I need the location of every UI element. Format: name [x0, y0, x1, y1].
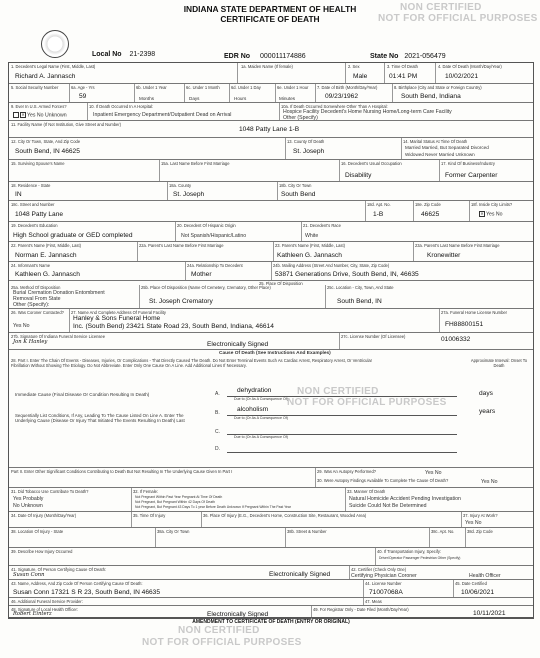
row-tobacco	[9, 487, 533, 512]
label-time-of-death: 3. Time Of Death	[387, 64, 418, 69]
label-armed-forces: 9. Ever In U.S. Armed Forces?	[11, 104, 67, 109]
label-place-of-disposition: 25. Place Of Disposition	[259, 281, 303, 286]
row-part-2	[9, 467, 533, 488]
label-interval: Approximate Interval: Onset To Death	[470, 358, 528, 368]
checkbox-icon	[13, 112, 19, 118]
local-number	[92, 51, 155, 58]
informant-mailing: 53871 Generations Drive, South Bend, IN, 46635	[275, 271, 419, 278]
disposition-other: Other (Specify):	[13, 302, 50, 308]
row-14	[9, 332, 533, 350]
label-street: 18c. Street and Number	[11, 202, 55, 207]
disposition-place: St. Joseph Crematory	[149, 298, 213, 305]
residence-city: South Bend	[281, 191, 316, 198]
edr-no-label: EDR No	[224, 53, 251, 60]
label-injury-street: 38b. Street & Number	[287, 529, 327, 534]
header-title-line1: INDIANA STATE DEPARTMENT OF HEALTH	[183, 4, 357, 14]
edr-number	[224, 53, 306, 60]
edr-no-value: 000011174886	[260, 53, 306, 60]
parent2-maiden: Kronewitter	[427, 252, 461, 259]
cause-b-interval: years	[479, 408, 496, 415]
row-1	[9, 63, 533, 83]
label-parent1-maiden: 22a. Parent's Last Name Before First Marriage	[139, 243, 224, 248]
label-facility: 11. Facility Name (If Not Institution, Give Street and Number)	[11, 122, 122, 127]
residence-zip: 46625	[421, 211, 440, 218]
due-to-b: Due to (Or As A Consequence Of)	[234, 416, 288, 420]
label-birthplace: 8. Birthplace (City and State or Foreign Country)	[394, 85, 482, 90]
watermark-top-2: NOT FOR OFFICIAL PURPOSES	[378, 13, 538, 24]
checkbox-checked-icon: ✕	[21, 112, 25, 117]
armed-forces-text: Yes No Unknown	[27, 112, 67, 119]
label-hispanic: 20. Decedent Of Hispanic Origin	[177, 223, 236, 228]
watermark-mid-2: NOT FOR OFFICIAL PURPOSES	[287, 397, 447, 408]
certifier-license: 71007068A	[369, 589, 403, 596]
label-female: 32. If Female:	[133, 489, 159, 494]
occupation: Disability	[345, 172, 372, 179]
row-4	[9, 120, 533, 138]
certifier-electronically-signed: Electronically Signed	[269, 571, 331, 578]
line-c-marker: C.	[215, 429, 220, 435]
date-of-death: 10/02/2021	[445, 73, 479, 80]
state-number	[370, 53, 446, 60]
label-injury-place: 36. Place Of Injury (E.G., Decedent's Home, Construction Site, Restaurant, Wooded Area)	[203, 513, 367, 518]
age-value: 59	[79, 93, 87, 100]
inside-city-text: Yes No	[486, 211, 503, 218]
label-autopsy: 29. Was An Autopsy Performed?	[317, 469, 377, 474]
education: High School graduate or GED completed	[13, 232, 133, 239]
label-injury-city: 38a. City Or Town	[157, 529, 190, 534]
female-options-1: Not Pregnant Within Past Year Pregnant At Time Of Death	[135, 495, 223, 499]
label-city-state-zip: 12. City Or Town, State, And Zip Code	[11, 139, 81, 144]
state-seal-icon	[41, 30, 69, 58]
age-hours: Hours	[234, 96, 247, 101]
label-spouse-maiden: 15a. Last Name Before First Marriage	[161, 161, 230, 166]
label-parent2-maiden: 23a. Parent's Last Name Before First Marriage	[415, 243, 500, 248]
label-mailing: 24b. Mailing Address (Street And Number, City, State, Zip Code)	[273, 263, 390, 268]
row-13	[9, 308, 533, 333]
marital-options-2: Widowed Never Married Unknown	[405, 152, 475, 157]
label-part-2: Part II. Enter Other Significant Conditions Contributing to Death But Not Resulting In The Underlying Cause Given In Part I	[11, 469, 233, 474]
row-injury-desc	[9, 547, 533, 566]
label-county-of-death: 13. County Of Death	[287, 139, 325, 144]
disposition-removal: Removal From State	[13, 296, 61, 302]
label-transport: 40. If Transportation Injury, Specify:	[377, 549, 442, 554]
licensee-number: 01006332	[441, 336, 471, 343]
date-filed: 10/11/2021	[473, 610, 506, 617]
label-inside-city: 18f. Inside City Limits?	[471, 202, 513, 207]
line-a-marker: A.	[215, 391, 220, 397]
row-11	[9, 261, 533, 281]
label-health-officer: 48. Signature of Local Health Officer:	[11, 607, 79, 612]
residence-state: IN	[15, 191, 22, 198]
row-9	[9, 221, 533, 242]
coroner-options: Yes No	[13, 323, 30, 329]
watermark-bottom-2: NOT FOR OFFICIAL PURPOSES	[142, 637, 302, 648]
health-officer-electronically-signed: Electronically Signed	[207, 611, 269, 618]
row-injury-location	[9, 527, 533, 548]
watermark-bottom-1: NON CERTIFIED	[178, 625, 260, 636]
label-additional-provider: 46. Additional Funeral Service Provider:	[11, 599, 83, 604]
funeral-facility-address: Inc. (South Bend) 23421 State Road 23, South Bend, Indiana, 46614	[73, 323, 274, 330]
manner-options-2: Suicide Could Not Be Determined	[349, 503, 427, 509]
label-injury-at-work: 37. Injury At Work?	[463, 513, 498, 518]
label-legal-name: 1. Decedent's Legal Name (First, Middle, Last)	[11, 64, 96, 69]
amendment-heading: AMENDMENT TO CERTIFICATE OF DEATH (ENTRY OR ORIGINAL)	[8, 617, 534, 625]
tobacco-options-1: Yes Probably	[13, 496, 44, 502]
due-to-c: Due to (Or As A Consequence Of)	[234, 435, 288, 439]
label-marital-status: 14. Marital Status At Time Of Death	[403, 139, 468, 144]
label-certifier-addr: 43. Name, Address, And Zip Code Of Person Certifying Cause Of Death:	[11, 581, 143, 586]
label-industry: 17. Kind Of Business/Industry	[441, 161, 495, 166]
disposition-location: South Bend, IN	[337, 298, 382, 305]
informant-name: Kathleen G. Jannasch	[15, 271, 80, 278]
death-city-state-zip: South Bend, IN 46625	[15, 148, 80, 155]
tobacco-options-2: No Unknown	[13, 503, 43, 509]
certifier-options: Certifying Physician Coroner	[351, 573, 417, 579]
residence-street: 1048 Patty Lane	[15, 211, 64, 218]
label-parent2: 23. Parent's Name (First, Middle, Last)	[275, 243, 345, 248]
age-days: Days	[189, 96, 200, 101]
female-options-2: Not Pregnant, But Pregnant Within 42 Days Of Death	[135, 500, 215, 504]
row-6	[9, 159, 533, 182]
state-no-label: State No	[370, 53, 399, 60]
female-options-3: Not Pregnant, But Pregnant 43 Days To 1 year Before Death Unknown If Pregnant Within The Past Year	[135, 505, 291, 509]
health-officer-signature: Robert Einterz	[13, 611, 52, 617]
label-under-1-month: 6c. Under 1 Month	[186, 85, 220, 90]
funeral-facility-name: Hanley & Sons Funeral Home	[73, 315, 161, 322]
parent1-name: Norman E. Jannasch	[15, 252, 77, 259]
injury-at-work-options: Yes No	[465, 520, 482, 526]
line-b-marker: B.	[215, 410, 220, 416]
label-injury-state: 38. Location Of Injury - State	[11, 529, 64, 534]
label-certifier-license: 44. License Number	[365, 581, 402, 586]
cause-a-interval: days	[479, 390, 493, 397]
label-res-city: 18b. City Or Town	[279, 183, 312, 188]
state-no-value: 2021-056479	[404, 53, 446, 60]
row-certifier-addr	[9, 579, 533, 598]
autopsy-options: Yes No	[425, 470, 442, 476]
label-under-1-hour: 6e. Under 1 Hour	[277, 85, 309, 90]
label-method: 25a. Method Of Disposition	[11, 285, 61, 290]
label-apt: 18d. Apt. No.	[367, 202, 391, 207]
label-under-1-day: 6d. Under 1 Day	[231, 85, 261, 90]
armed-forces-options	[13, 112, 67, 118]
certifier-option-health: Health Officer	[469, 573, 501, 579]
sex-value: Male	[353, 73, 368, 80]
cause-instructions: 28. Part I. Enter The Chain Of Events - Diseases, Injuries, Or Complications - That Directly Caused The Death. Do Not Enter Terminal Events Such As Cardiac Arrest, Respiratory Arrest, Or Ventricular Fibrillation Without Showing The Etiology. Do Not Abbreviate. Enter Only One Cause On A Line. Add Additional Lines If Necessary.	[11, 358, 373, 368]
label-age: 6a. Age - Yrs	[71, 85, 95, 90]
industry: Former Carpenter	[445, 172, 498, 179]
cause-title: Cause Of Death (See Instructions And Examples)	[219, 351, 331, 356]
label-date-certified: 45. Date Certified	[455, 581, 487, 586]
informant-relationship: Mother	[191, 271, 212, 278]
label-zip: 18e. Zip Code	[415, 202, 441, 207]
decedent-name: Richard A. Jannasch	[15, 73, 76, 80]
inside-city-options	[479, 211, 503, 217]
label-relationship: 24a. Relationship To Decedent	[187, 263, 243, 268]
cause-d-line	[227, 452, 457, 453]
row-3	[9, 102, 533, 121]
label-certifier-sig: 41. Signature, Of Person Certifying Cause Of Death:	[11, 567, 107, 572]
row-8	[9, 200, 533, 222]
autopsy-findings-options: Yes No	[481, 479, 498, 485]
residence-county: St. Joseph	[173, 191, 205, 198]
other-place-specify: Other (Specify)	[283, 115, 318, 121]
disposition-options: Burial Cremation Donation Entombment	[13, 290, 105, 296]
label-injury-time: 35. Time Of Injury	[133, 513, 166, 518]
label-date-of-death: 4. Date Of Death (Month/Day/Year)	[438, 64, 502, 69]
due-to-a: Due to (Or As A Consequence Of)	[234, 397, 288, 401]
cause-of-death-section	[9, 349, 533, 468]
label-tobacco: 31. Did Tobacco Use Contribute To Death?	[11, 489, 89, 494]
cause-a: dehydration	[237, 387, 272, 394]
label-injury-date: 34. Date Of Injury (Month/Day/Year)	[11, 513, 77, 518]
label-maiden-name: 1a. Maiden Name (If female)	[241, 64, 293, 69]
certifier-address: Susan Conn 17321 S R 23, South Bend, IN 46635	[13, 589, 161, 596]
parent2-name: Kathleen G. Jannasch	[277, 252, 342, 259]
label-education: 19. Decedent's Education	[11, 223, 58, 228]
row-7	[9, 181, 533, 201]
hispanic-origin: Not Spanish/Hispanic/Latino	[181, 233, 247, 239]
label-spouse: 15. Surviving Spouse's Name	[11, 161, 65, 166]
label-hospital: 10. If Death Occurred In A Hospital:	[89, 104, 154, 109]
licensee-electronically-signed: Electronically Signed	[207, 341, 269, 348]
checkbox-checked-icon: ✕	[480, 211, 484, 216]
row-injury	[9, 511, 533, 528]
label-certifier-type: 42. Certifier (Check Only One)	[351, 567, 407, 572]
label-injury-desc: 39. Describe How Injury Occurred	[11, 549, 73, 554]
certifier-signature: Susan Conn	[13, 572, 45, 578]
label-injury-apt: 38c. Apt. No.	[431, 529, 455, 534]
header-title-line2: CERTIFICATE OF DEATH	[220, 14, 320, 24]
age-minutes: Minutes	[279, 96, 296, 101]
date-of-birth: 09/23/1962	[325, 93, 359, 100]
funeral-license: FH88800151	[445, 321, 484, 328]
local-no-value: 21-2398	[129, 51, 156, 58]
label-occupation: 16. Decedent's Usual Occupation	[341, 161, 402, 166]
facility-name: 1048 Patty Lane 1-B	[239, 126, 300, 133]
certificate-form	[8, 62, 534, 619]
manner-options-1: Natural Homicide Accident Pending Investigation	[349, 496, 461, 502]
label-sequential: Sequentially List Conditions, If Any, Leading To The Cause Listed On Line A. Enter The Underlying Cause (Disease Or Injury That Initiated The Events Resulting In Death) Last	[15, 413, 185, 423]
label-parent1: 22. Parent's Name (First, Middle, Last)	[11, 243, 81, 248]
row-2	[9, 83, 533, 103]
marital-options-1: Married Married, But Separated Divorced	[405, 145, 489, 150]
age-months: Months	[139, 96, 155, 101]
label-informant: 24. Informant's Name	[11, 263, 51, 268]
label-sex: 2. Sex	[348, 64, 360, 69]
label-licensee-number: 27c. License Number (Of Licensee)	[341, 334, 406, 339]
cause-b: alcoholism	[237, 406, 269, 413]
row-12	[9, 280, 533, 309]
label-res-county: 18a. County	[169, 183, 192, 188]
label-res-state: 18. Residence - State	[11, 183, 51, 188]
birthplace: South Bend, Indiana	[401, 93, 461, 100]
label-autopsy-findings: 30. Were Autopsy Findings Available To Complete The Cause Of Death?	[317, 478, 449, 483]
label-coroner: 26. Was Coroner Contacted?	[11, 310, 64, 315]
label-meas: 47. Meas	[365, 599, 382, 604]
other-place-options: Hospice Facility Decedent's Home Nursing Home/Long-term Care Facility	[283, 109, 452, 115]
label-date-filed: 49. For Registrar Only - Date Filed (Month/Day/Year)	[313, 607, 409, 612]
time-of-death: 01:41 PM	[389, 73, 418, 80]
row-10	[9, 241, 533, 262]
label-licensee-signature: 27b. Signature Of Indiana Funeral Service Licensee	[11, 334, 105, 339]
watermark-top-1: NON CERTIFIED	[400, 2, 482, 13]
label-injury-zip: 38d. Zip Code	[467, 529, 493, 534]
label-immediate-cause: Immediate Cause (Final Disease Or Condition Resulting In Death)	[15, 392, 150, 397]
label-funeral-license: 27a. Funeral Home License Number	[441, 310, 507, 315]
line-d-marker: D.	[215, 446, 220, 452]
label-under-1-year: 6b. Under 1 Year	[136, 85, 167, 90]
county-of-death: St. Joseph	[293, 148, 325, 155]
label-ssn: 5. Social Security Number	[11, 85, 59, 90]
row-certifier-sig	[9, 565, 533, 580]
local-no-label: Local No	[92, 51, 122, 58]
label-disp-place: 25b. Place Of Disposition (Name Of Cemetery, Crematory, Other Place)	[141, 285, 271, 290]
race: White	[305, 233, 319, 239]
row-5	[9, 137, 533, 160]
label-race: 21. Decedent's Race	[303, 223, 341, 228]
label-other-place: 10a. If Death Occurred Somewhere Other Than A Hospital:	[281, 104, 388, 109]
date-certified: 10/06/2021	[461, 589, 495, 596]
hospital-options: Inpatient Emergency Department/Outpatient Dead on Arrival	[93, 112, 232, 118]
label-funeral-facility: 27. Name And Complete Address Of Funeral Facility	[71, 310, 166, 315]
transport-options: Driver/Operator Passenger Pedestrian Other (Specify)	[379, 556, 461, 560]
label-manner: 33. Manner Of Death	[347, 489, 386, 494]
label-dob: 7. Date of Birth (Month/Day/Year)	[317, 85, 378, 90]
watermark-mid-1: NON CERTIFIED	[297, 386, 379, 397]
licensee-signature: Jon K Hanley	[13, 339, 48, 345]
label-disp-location: 25c. Location - City, Town, And State	[327, 285, 394, 290]
residence-apt: 1-B	[373, 211, 384, 218]
